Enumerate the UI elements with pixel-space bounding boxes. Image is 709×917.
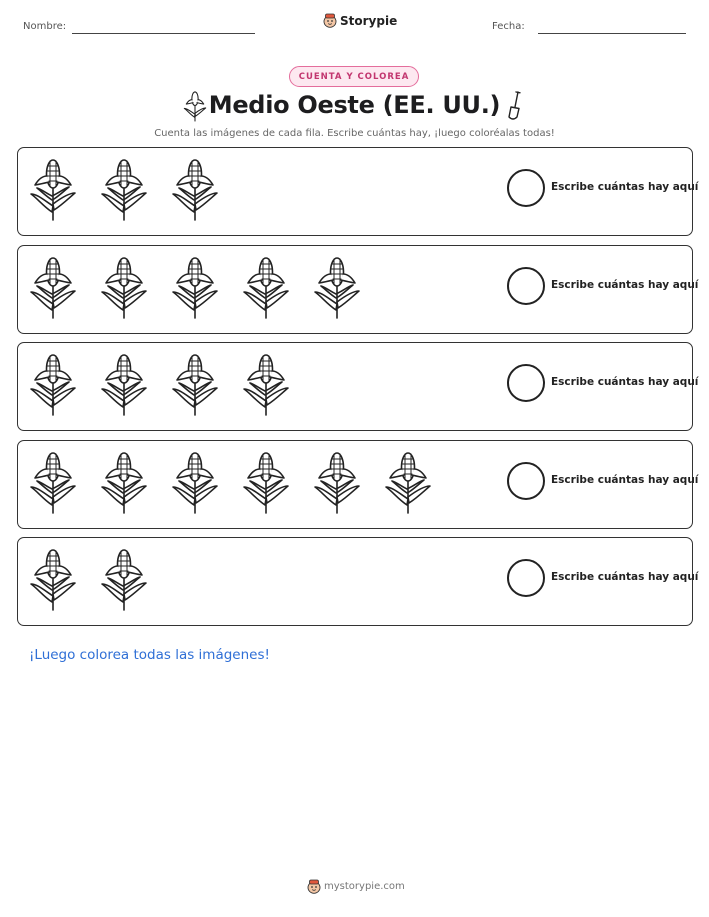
answer-label: Escribe cuántas hay aquí <box>551 278 699 291</box>
footer-url: mystorypie.com <box>324 881 405 892</box>
corn-icon <box>383 449 433 515</box>
corn-icon <box>99 156 149 222</box>
corn-icon <box>99 351 149 417</box>
counting-row <box>17 342 699 431</box>
name-field[interactable] <box>72 33 255 34</box>
worksheet-header <box>0 0 709 50</box>
corn-icon <box>28 449 78 515</box>
name-label: Nombre: <box>23 21 67 32</box>
storypie-mascot-icon <box>307 879 321 894</box>
activity-badge: CUENTA Y COLOREA <box>289 66 419 87</box>
answer-label: Escribe cuántas hay aquí <box>551 181 699 193</box>
answer-circle[interactable] <box>507 462 545 500</box>
corn-icon <box>312 254 362 320</box>
corn-icon <box>170 254 220 320</box>
corn-icon <box>170 156 220 222</box>
date-label: Fecha: <box>492 21 525 32</box>
answer-circle[interactable] <box>507 559 545 597</box>
answer-label: Escribe cuántas hay aquí <box>551 571 699 583</box>
corn-icon <box>28 351 78 417</box>
corn-icon <box>28 156 78 222</box>
corn-icon <box>241 449 291 515</box>
counting-row <box>17 245 699 334</box>
corn-icon <box>312 449 362 515</box>
corn-icon <box>170 351 220 417</box>
shovel-icon <box>505 90 523 122</box>
date-field[interactable] <box>538 33 686 34</box>
answer-circle[interactable] <box>507 169 545 207</box>
footer-note: ¡Luego colorea todas las imágenes! <box>29 647 270 663</box>
footer-brand <box>307 879 405 894</box>
corn-icon <box>99 546 149 612</box>
corn-icon <box>241 351 291 417</box>
storypie-mascot-icon <box>323 13 337 28</box>
answer-circle[interactable] <box>507 267 545 305</box>
answer-label: Escribe cuántas hay aquí <box>551 376 699 388</box>
instructions-text: Cuenta las imágenes de cada fila. Escribe cuántas hay, ¡luego coloréalas todas! <box>154 128 555 139</box>
corn-icon <box>28 546 78 612</box>
counting-row <box>17 147 699 236</box>
corn-icon <box>28 254 78 320</box>
counting-row <box>17 537 699 626</box>
corn-icon <box>99 254 149 320</box>
title-row <box>0 88 709 126</box>
brand-name: Storypie <box>340 13 398 28</box>
corn-icon <box>99 449 149 515</box>
brand-logo <box>323 13 397 28</box>
corn-icon <box>241 254 291 320</box>
counting-row <box>17 440 699 529</box>
corn-icon <box>170 449 220 515</box>
answer-label: Escribe cuántas hay aquí <box>551 473 699 486</box>
answer-circle[interactable] <box>507 364 545 402</box>
counting-rows <box>17 147 699 635</box>
page-title: Medio Oeste (EE. UU.) <box>208 91 501 119</box>
